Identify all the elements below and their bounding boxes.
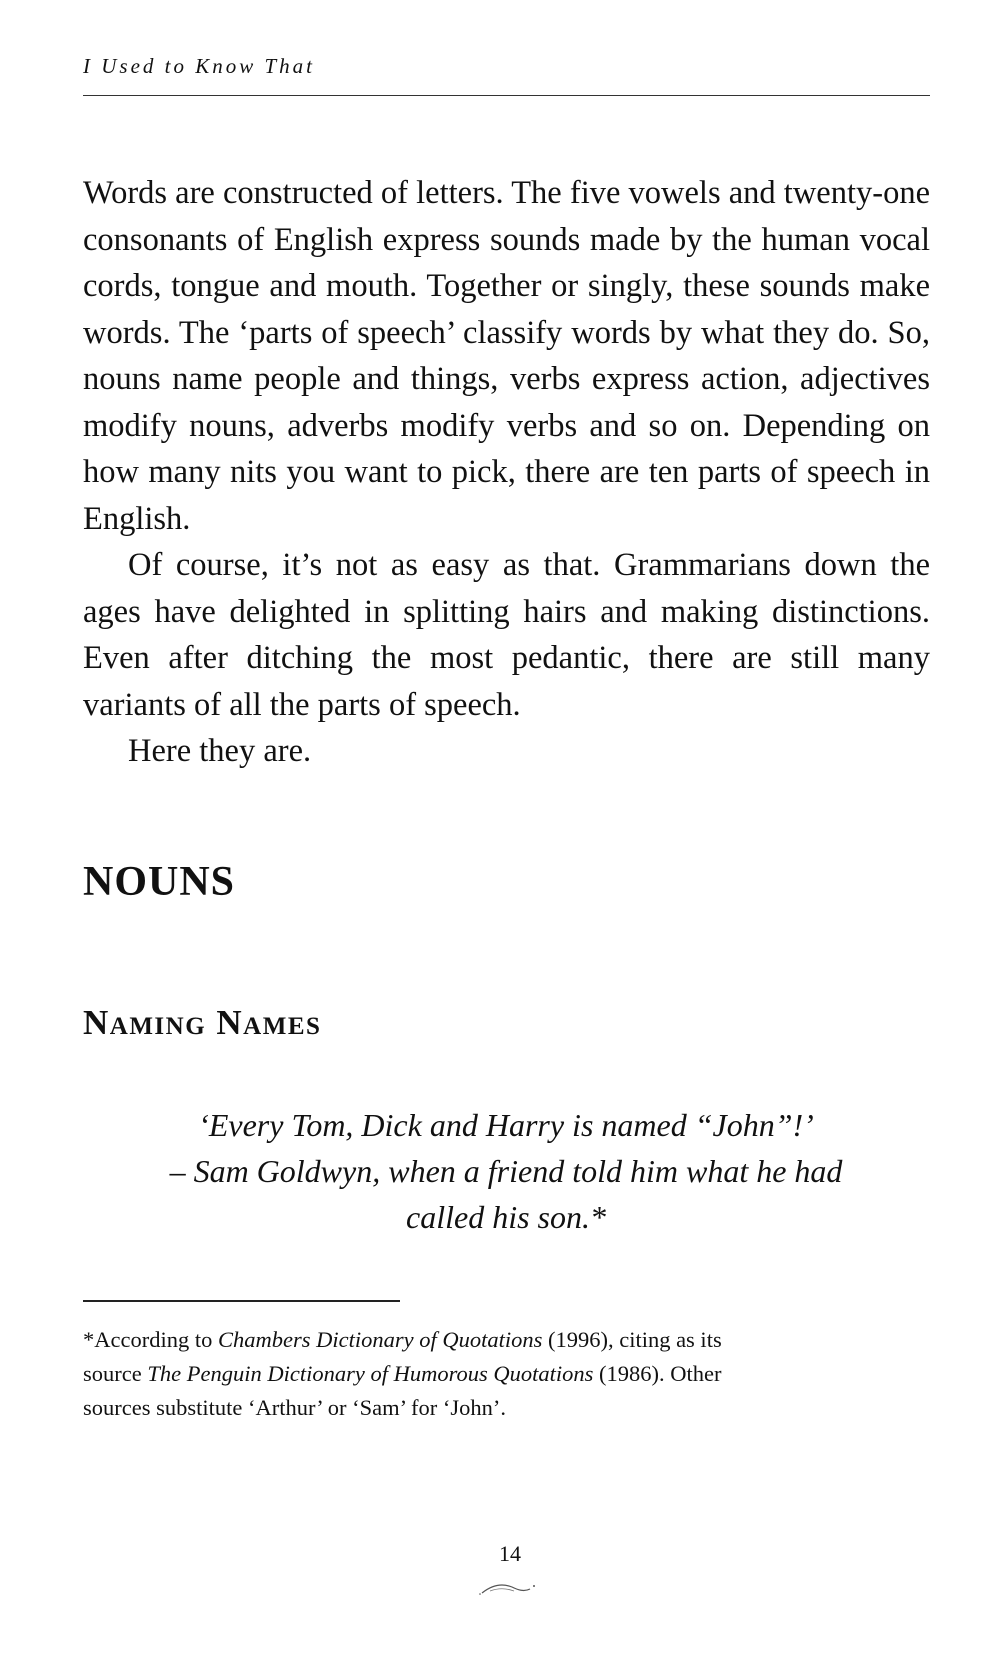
footnote-line — [83, 1357, 930, 1391]
epigraph-line: called his son.* — [406, 1199, 606, 1235]
footnote-text: source — [83, 1361, 148, 1386]
footnote-line: sources substitute ‘Arthur’ or ‘Sam’ for ‘John’. — [83, 1395, 507, 1420]
footnote-line — [83, 1323, 930, 1357]
body-text — [83, 170, 930, 775]
footnote — [83, 1323, 930, 1425]
footnote-cited-title: The Penguin Dictionary of Humorous Quotations — [147, 1361, 594, 1386]
page-number: 14 — [499, 1541, 521, 1566]
footnote-cited-title: Chambers Dictionary of Quotations — [217, 1327, 543, 1352]
footnote-rule — [83, 1300, 400, 1302]
footnote-text: (1996), citing as its — [542, 1327, 722, 1352]
epigraph-line: ‘Every Tom, Dick and Harry is named “John”!’ — [198, 1107, 814, 1143]
epigraph-line: – Sam Goldwyn, when a friend told him what he had — [169, 1153, 843, 1189]
body-paragraph: Of course, it’s not as easy as that. Grammarians down the ages have delighted in splitting hairs and making distinctions. Even after ditching the most pedantic, there are still many variants of all the parts of speech. — [83, 547, 930, 723]
section-heading: NOUNS — [83, 859, 236, 905]
running-head: I Used to Know That — [83, 54, 316, 78]
footnote-text: *According to — [83, 1327, 218, 1352]
subsection-heading: Naming Names — [83, 1003, 322, 1042]
body-paragraph: Here they are. — [128, 733, 312, 769]
footnote-text: (1986). Other — [593, 1361, 722, 1386]
swash-ornament-icon — [478, 1581, 538, 1597]
body-paragraph: Words are constructed of letters. The five vowels and twenty-one consonants of English express sounds made by the human vocal cords, tongue and mouth. Together or singly, these sounds make words. The ‘parts of speech’ classify words by what they do. So, nouns name people and things, verbs express action, adjectives modify nouns, adverbs modify verbs and so on. Depending on how many nits you want to pick, there are ten parts of speech in English. — [83, 175, 930, 537]
header-rule — [83, 95, 930, 96]
epigraph-quote — [100, 1102, 912, 1240]
